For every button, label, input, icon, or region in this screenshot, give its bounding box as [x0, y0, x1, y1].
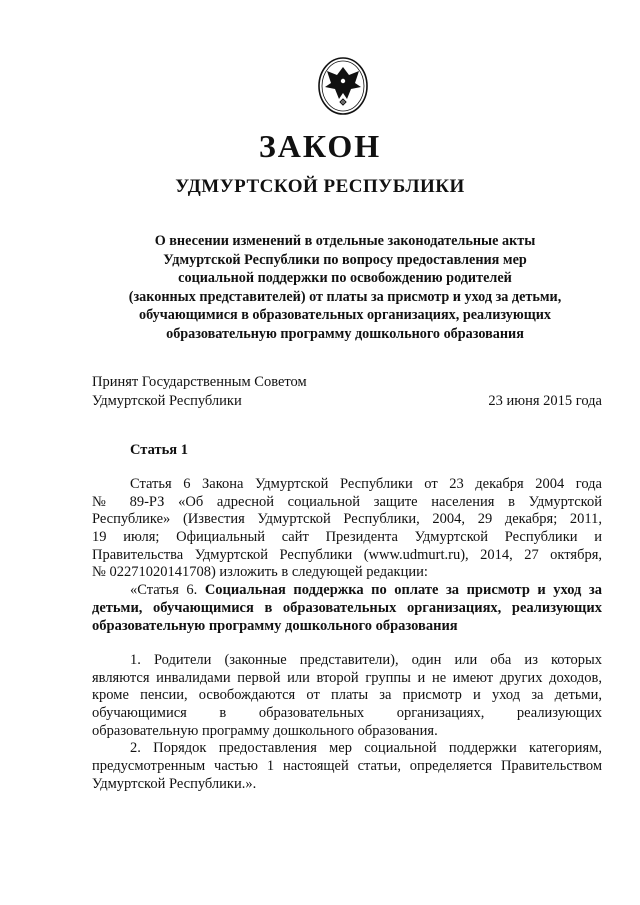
heading-line: Удмуртской Республики по вопросу предоставления мер — [163, 251, 527, 268]
text-line: обучающимися в образовательных организациях, реализующих — [92, 705, 602, 722]
text-line: Статья 6 Закона Удмуртской Республики от 23 декабря 2004 года — [130, 476, 602, 492]
adoption-date: 23 июня 2015 года — [488, 393, 602, 409]
text-line: Республике» (Известия Удмуртской Республики, 2004, 29 декабря; 2011, — [92, 511, 602, 528]
text-line: 2. Порядок предоставления мер социальной поддержки категориям, — [130, 740, 602, 757]
quoted-article-heading — [92, 582, 602, 600]
text-line: № 02271020141708) изложить в следующей редакции: — [92, 564, 428, 581]
coat-of-arms-udmurtia-icon — [317, 55, 369, 115]
adopted-by-line: Удмуртской Республики — [92, 393, 242, 409]
text-line: кроме пенсии, освобождаются от платы за присмотр и уход за детьми, — [92, 687, 602, 704]
text-line: Удмуртской Республики.». — [92, 775, 257, 792]
law-title: ЗАКОН — [258, 128, 382, 164]
adopted-by-line: Принят Государственным Советом — [92, 374, 307, 390]
text-line: предусмотренным частью 1 настоящей статьи, определяется Правительством — [92, 758, 602, 775]
text-line: 19 июля; Официальный сайт Президента Удмуртской Республики и — [92, 529, 602, 546]
text-line: 1. Родители (законные представители), один или оба из которых — [130, 652, 602, 668]
heading-line: обучающимися в образовательных организациях, реализующих — [139, 307, 551, 323]
quote-prefix: «Статья 6. — [130, 582, 205, 599]
quote-bold-text: Социальная поддержка по оплате за присмотр и уход за — [204, 582, 602, 599]
article-title: Статья 1 — [130, 442, 188, 458]
heading-line: социальной поддержки по освобождению родителей — [178, 270, 512, 286]
heading-line: образовательную программу дошкольного образования — [166, 325, 524, 342]
adoption-block — [92, 373, 602, 411]
text-line: № 89-РЗ «Об адресной социальной защите населения в Удмуртской — [92, 493, 602, 510]
text-line: Правительства Удмуртской Республики (www.udmurt.ru), 2014, 27 октября, — [92, 546, 602, 563]
law-heading — [90, 232, 600, 343]
text-line: детьми, обучающимися в образовательных организациях, реализующих — [92, 599, 602, 616]
text-line: являются инвалидами первой или второй группы и не имеют других доходов, — [92, 669, 602, 686]
paragraph-1 — [92, 652, 602, 794]
heading-line: О внесении изменений в отдельные законодательные акты — [154, 233, 536, 249]
text-line: образовательную программу дошкольного образования — [92, 617, 458, 634]
law-subtitle: УДМУРТСКОЙ РЕСПУБЛИКИ — [175, 176, 465, 197]
heading-line: (законных представителей) от платы за присмотр и уход за детьми, — [128, 288, 562, 305]
article-intro — [92, 476, 602, 635]
text-line: образовательную программу дошкольного образования. — [92, 722, 438, 739]
